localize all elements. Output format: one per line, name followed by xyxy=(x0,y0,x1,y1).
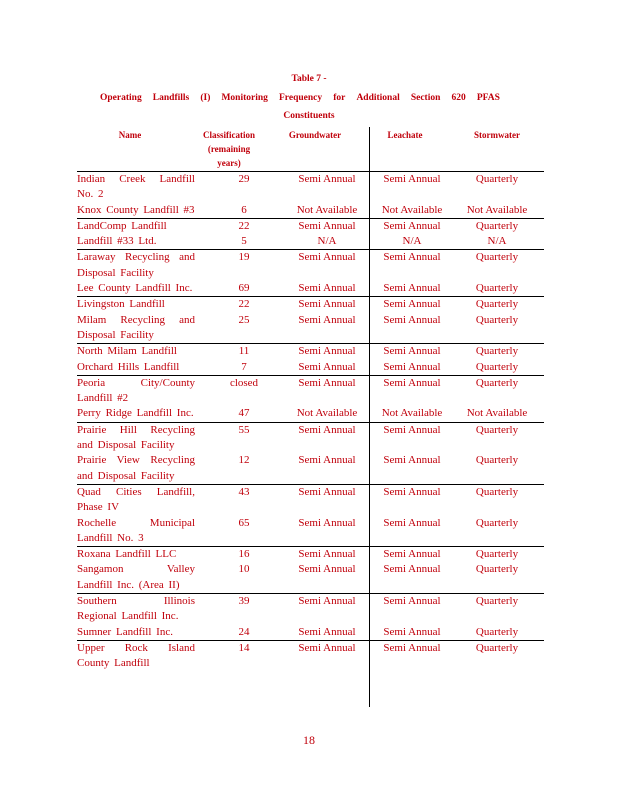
cell-classification: 22 xyxy=(238,219,250,232)
cell-groundwater: Semi Annual xyxy=(298,251,356,264)
header-stormwater: Stormwater xyxy=(474,130,520,140)
table-row xyxy=(77,593,544,625)
cell-groundwater: Not Available xyxy=(296,203,358,216)
cell-name: Indian Creek Landfill No. 2 xyxy=(77,173,195,201)
cell-groundwater: Semi Annual xyxy=(298,219,356,232)
cell-classification: 5 xyxy=(241,235,247,248)
title-word: Section xyxy=(410,93,441,103)
cell-classification: closed xyxy=(229,376,259,389)
cell-groundwater: Semi Annual xyxy=(298,282,356,295)
cell-leachate: Semi Annual xyxy=(383,251,441,264)
cell-groundwater: Semi Annual xyxy=(298,563,356,576)
cell-stormwater: Quarterly xyxy=(475,423,519,436)
cell-stormwater: N/A xyxy=(487,235,507,248)
title-word: 620 xyxy=(451,93,466,103)
cell-classification: 22 xyxy=(238,298,250,311)
cell-stormwater: Quarterly xyxy=(475,345,519,358)
table-row xyxy=(77,218,544,234)
cell-classification: 25 xyxy=(238,313,250,326)
cell-name: Prairie View Recycling and Disposal Facility xyxy=(77,454,195,482)
cell-stormwater: Quarterly xyxy=(475,641,519,654)
cell-stormwater: Quarterly xyxy=(475,298,519,311)
cell-name: Orchard Hills Landfill xyxy=(77,360,180,373)
table-row xyxy=(77,640,544,672)
table-row xyxy=(77,360,544,375)
cell-name: Peoria City/County Landfill #2 xyxy=(77,376,195,405)
cell-leachate: Semi Annual xyxy=(383,548,441,561)
cell-groundwater: Semi Annual xyxy=(298,298,356,311)
cell-name: Perry Ridge Landfill Inc. xyxy=(77,407,194,420)
cell-groundwater: Semi Annual xyxy=(298,454,356,467)
cell-name: Milam Recycling and Disposal Facility xyxy=(77,313,195,341)
cell-leachate: Semi Annual xyxy=(383,454,441,467)
header-name: Name xyxy=(118,130,142,140)
cell-name: Sumner Landfill Inc. xyxy=(77,625,173,638)
cell-groundwater: Semi Annual xyxy=(298,516,356,529)
table-row xyxy=(77,281,544,296)
table-row xyxy=(77,375,544,407)
table-row xyxy=(77,453,544,484)
header-classification xyxy=(200,128,258,170)
title-line-2 xyxy=(100,93,500,103)
cell-leachate: Semi Annual xyxy=(383,595,441,608)
cell-stormwater: Not Available xyxy=(466,407,528,420)
title-word: Landfills xyxy=(152,93,190,103)
header-classification-line: years) xyxy=(217,158,241,168)
cell-groundwater: Semi Annual xyxy=(298,595,356,608)
cell-classification: 7 xyxy=(241,360,247,373)
cell-groundwater: Semi Annual xyxy=(298,345,356,358)
table-row xyxy=(77,203,544,218)
cell-leachate: Not Available xyxy=(381,407,443,420)
title-word: (I) xyxy=(200,93,211,103)
header-groundwater: Groundwater xyxy=(288,130,342,140)
cell-stormwater: Quarterly xyxy=(475,485,519,498)
cell-name: Roxana Landfill LLC xyxy=(77,548,177,561)
cell-leachate: Semi Annual xyxy=(383,376,441,389)
cell-groundwater: Semi Annual xyxy=(298,548,356,561)
cell-name: Lee County Landfill Inc. xyxy=(77,282,193,295)
cell-name: Knox County Landfill #3 xyxy=(77,203,195,216)
cell-leachate: Semi Annual xyxy=(383,282,441,295)
title-line-1: Table 7 - xyxy=(291,74,327,84)
title-word: Frequency xyxy=(279,93,323,103)
cell-stormwater: Quarterly xyxy=(475,282,519,295)
cell-groundwater: Semi Annual xyxy=(298,485,356,498)
cell-leachate: Not Available xyxy=(381,203,443,216)
cell-stormwater: Not Available xyxy=(466,203,528,216)
header-leachate: Leachate xyxy=(387,130,423,140)
cell-stormwater: Quarterly xyxy=(475,516,519,529)
cell-leachate: Semi Annual xyxy=(383,219,441,232)
table-row xyxy=(77,343,544,359)
table-row xyxy=(77,546,544,562)
cell-leachate: Semi Annual xyxy=(383,563,441,576)
header-classification-line: Classification xyxy=(202,130,255,140)
cell-groundwater: Semi Annual xyxy=(298,625,356,638)
cell-stormwater: Quarterly xyxy=(475,454,519,467)
cell-stormwater: Quarterly xyxy=(475,313,519,326)
table-row xyxy=(77,562,544,593)
cell-groundwater: Semi Annual xyxy=(298,360,356,373)
cell-stormwater: Quarterly xyxy=(475,625,519,638)
title-word: Additional xyxy=(356,93,400,103)
title-word: Monitoring xyxy=(221,93,268,103)
cell-stormwater: Quarterly xyxy=(475,360,519,373)
title-word: Operating xyxy=(100,93,142,103)
cell-stormwater: Quarterly xyxy=(475,548,519,561)
cell-classification: 47 xyxy=(238,407,250,420)
table-row xyxy=(77,313,544,344)
title-word: for xyxy=(333,93,346,103)
cell-stormwater: Quarterly xyxy=(475,173,519,185)
cell-name: Quad Cities Landfill, Phase IV xyxy=(77,485,195,514)
cell-classification: 6 xyxy=(241,203,247,216)
table-body xyxy=(77,171,544,672)
cell-name: Rochelle Municipal Landfill No. 3 xyxy=(77,516,195,544)
cell-classification: 19 xyxy=(238,251,250,264)
cell-leachate: Semi Annual xyxy=(383,625,441,638)
table-row xyxy=(77,171,544,203)
cell-groundwater: Semi Annual xyxy=(298,313,356,326)
cell-leachate: Semi Annual xyxy=(383,298,441,311)
cell-groundwater: Not Available xyxy=(296,407,358,420)
cell-leachate: Semi Annual xyxy=(383,641,441,654)
cell-leachate: Semi Annual xyxy=(383,485,441,498)
cell-leachate: N/A xyxy=(402,235,422,248)
cell-leachate: Semi Annual xyxy=(383,313,441,326)
cell-stormwater: Quarterly xyxy=(475,595,519,608)
title-line-3: Constituents xyxy=(283,111,335,121)
cell-classification: 11 xyxy=(238,345,250,358)
table-row xyxy=(77,516,544,547)
cell-classification: 39 xyxy=(238,595,250,608)
cell-groundwater: Semi Annual xyxy=(298,641,356,654)
cell-name: Sangamon Valley Landfill Inc. (Area II) xyxy=(77,563,195,591)
table-row xyxy=(77,249,544,281)
cell-stormwater: Quarterly xyxy=(475,376,519,389)
cell-name: LandComp Landfill xyxy=(77,219,167,232)
cell-classification: 12 xyxy=(238,454,250,467)
cell-groundwater: N/A xyxy=(317,235,337,248)
cell-classification: 14 xyxy=(238,641,250,654)
cell-classification: 43 xyxy=(238,485,250,498)
cell-name: Laraway Recycling and Disposal Facility xyxy=(77,251,195,279)
table-row xyxy=(77,234,544,249)
title-word: PFAS xyxy=(476,93,500,103)
cell-stormwater: Quarterly xyxy=(475,219,519,232)
table-row xyxy=(77,484,544,516)
cell-name: Landfill #33 Ltd. xyxy=(77,235,157,248)
cell-leachate: Semi Annual xyxy=(383,173,441,185)
cell-leachate: Semi Annual xyxy=(383,423,441,436)
cell-leachate: Semi Annual xyxy=(383,360,441,373)
cell-classification: 69 xyxy=(238,282,250,295)
page-number: 18 xyxy=(303,733,315,747)
cell-classification: 55 xyxy=(238,423,250,436)
cell-groundwater: Semi Annual xyxy=(298,173,356,185)
cell-leachate: Semi Annual xyxy=(383,345,441,358)
cell-name: Upper Rock Island County Landfill xyxy=(77,641,195,670)
cell-leachate: Semi Annual xyxy=(383,516,441,529)
cell-classification: 10 xyxy=(238,563,250,576)
table-row xyxy=(77,422,544,454)
cell-groundwater: Semi Annual xyxy=(298,423,356,436)
table-row xyxy=(77,296,544,312)
table-row xyxy=(77,406,544,421)
cell-stormwater: Quarterly xyxy=(475,251,519,264)
cell-classification: 24 xyxy=(238,625,250,638)
header-classification-line: (remaining xyxy=(207,144,251,154)
cell-name: Southern Illinois Regional Landfill Inc. xyxy=(77,595,195,623)
table-row xyxy=(77,625,544,640)
cell-groundwater: Semi Annual xyxy=(298,376,356,389)
cell-name: Prairie Hill Recycling and Disposal Facility xyxy=(77,423,195,452)
cell-stormwater: Quarterly xyxy=(475,563,519,576)
cell-name: North Milam Landfill xyxy=(77,345,177,358)
cell-classification: 16 xyxy=(238,548,250,561)
cell-name: Livingston Landfill xyxy=(77,298,165,311)
cell-classification: 65 xyxy=(238,516,250,529)
cell-classification: 29 xyxy=(238,173,250,185)
